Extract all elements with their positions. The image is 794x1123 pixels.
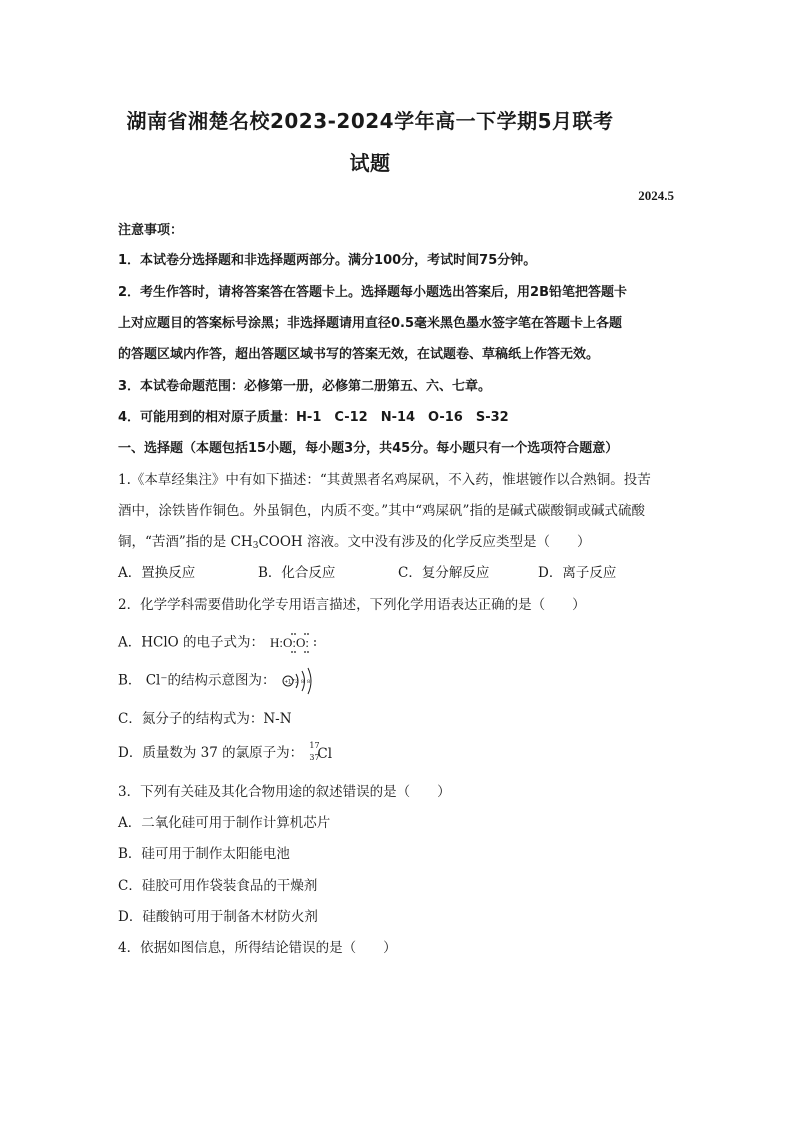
q2-option-a xyxy=(118,628,332,658)
exam-title-line2: 试题 xyxy=(349,151,391,175)
cl-ion-structure-icon xyxy=(280,666,320,696)
q3-stem: 3．下列有关硅及其化合物用途的叙述错误的是（ ） xyxy=(118,784,451,800)
q4-stem: 4．依据如图信息，所得结论错误的是（ ） xyxy=(118,940,397,956)
q3-option-b: B．硅可用于制作太阳能电池 xyxy=(118,846,290,862)
q2-option-a-formula: H:O:O: xyxy=(270,635,310,650)
q2-option-b-label: B． Cl⁻的结构示意图为： xyxy=(118,672,276,689)
notice-heading: 注意事项： xyxy=(118,223,184,238)
q2-stem: 2．化学学科需要借助化学专用语言描述，下列化学用语表达正确的是（ ） xyxy=(118,597,586,613)
exam-date: 2024.5 xyxy=(638,188,674,203)
q2-option-c: C．氮分子的结构式为：N-N xyxy=(118,711,292,727)
q1-line3-a: 铜，“苦酒”指的是 CH xyxy=(118,534,253,550)
q2-option-d-label: D．质量数为 37 的氯原子为： xyxy=(118,745,304,761)
q1-line3-sub: 3 xyxy=(252,541,259,551)
svg-text:+17: +17 xyxy=(284,679,295,686)
q1-option-d: D．离子反应 xyxy=(538,565,617,581)
notice-item-1: 1．本试卷分选择题和非选择题两部分。满分100分，考试时间75分钟。 xyxy=(118,253,537,268)
svg-text:8: 8 xyxy=(306,679,310,685)
notice-item-4: 4．可能用到的相对原子质量：H-1 C-12 N-14 O-16 S-32 xyxy=(118,410,509,425)
q1-line2: 酒中，涂铁皆作铜色。外虽铜色，内质不变。”其中“鸡屎矾”指的是碱式碳酸铜或碱式硫酸 xyxy=(118,503,645,519)
q1-line3-b: COOH 溶液。文中没有涉及的化学反应类型是（ ） xyxy=(258,534,591,550)
isotope-lower-number: 37 xyxy=(309,752,320,762)
q1-options xyxy=(118,561,616,581)
notice-item-2: 2．考生作答时，请将答案答在答题卡上。选择题每小题选出答案后，用2B铅笔把答题卡 xyxy=(118,285,628,300)
hclo-electron-formula-icon xyxy=(268,628,332,658)
isotope-element: Cl xyxy=(317,745,333,762)
q1-line3 xyxy=(118,530,590,551)
q3-option-d: D．硅酸钠可用于制备木材防火剂 xyxy=(118,909,318,925)
notice-item-3: 3．本试卷命题范围：必修第一册，必修第二册第五、六、七章。 xyxy=(118,379,492,394)
q1-option-b: B．化合反应 xyxy=(258,565,336,581)
notice-item-2-cont: 上对应题目的答案标号涂黑；非选择题请用直径0.5毫米黑色墨水签字笔在答题卡上各题 xyxy=(118,316,623,331)
svg-text:2: 2 xyxy=(294,679,298,685)
isotope-upper-number: 17 xyxy=(309,740,320,750)
q3-option-c: C．硅胶可用作袋装食品的干燥剂 xyxy=(118,878,318,894)
q2-option-b xyxy=(118,666,320,696)
q2-option-d xyxy=(118,740,333,763)
q1-line1: 1.《本草经集注》中有如下描述：“其黄黑者名鸡屎矾，不入药，惟堪镀作以合熟铜。投苦 xyxy=(118,472,651,488)
notice-item-2-cont2: 的答题区域内作答，超出答题区域书写的答案无效，在试题卷、草稿纸上作答无效。 xyxy=(118,347,600,362)
q1-option-c: C．复分解反应 xyxy=(398,565,490,581)
exam-title: 湖南省湘楚名校2023-2024学年高一下学期5月联考 xyxy=(126,109,614,133)
svg-text:8: 8 xyxy=(300,679,304,685)
chlorine-isotope-notation xyxy=(307,740,333,763)
q2-option-a-label: A．HClO 的电子式为： xyxy=(118,634,265,651)
section-heading: 一、选择题（本题包括15小题，每小题3分，共45分。每小题只有一个选项符合题意） xyxy=(118,441,619,456)
q3-option-a: A．二氧化硅可用于制作计算机芯片 xyxy=(118,815,331,831)
q1-option-a: A．置换反应 xyxy=(118,565,196,581)
